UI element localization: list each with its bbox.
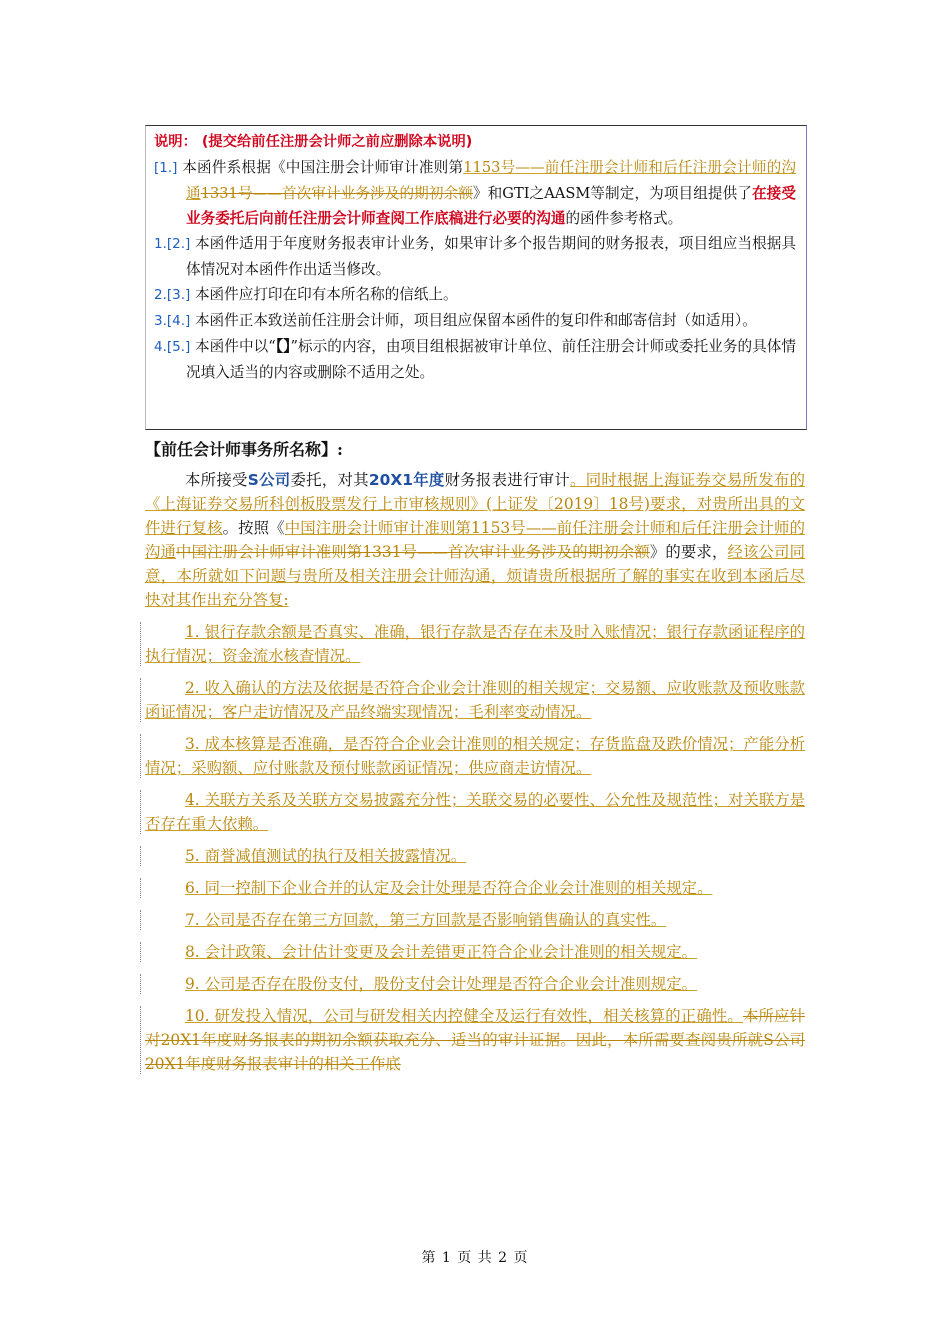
instruction-item-3: 2.[3.] 本函件应打印在印有本所名称的信纸上。 [154,286,458,303]
item-number: 1.[2.] [154,236,191,252]
item-number: 3.[4.] [154,313,191,329]
list-item: 1. 银行存款余额是否真实、准确，银行存款是否存在未及时入账情况；银行存款函证程序的执行情况；资金流水核查情况。 [145,620,805,668]
list-item: 6. 同一控制下企业合并的认定及会计处理是否符合企业会计准则的相关规定。 [145,876,805,900]
company-name: S公司 [247,471,291,489]
page-footer: 第 1 页 共 2 页 [421,1250,529,1266]
deleted-text: 1331号——首次审计业务涉及的期初余额 [200,185,473,202]
instruction-item-4: 3.[4.] 本函件正本致送前任注册会计师，项目组应保留本函件的复印件和邮寄信封（如适用）。 [154,312,757,329]
deleted-text: 中国注册会计师审计准则第1331号——首次审计业务涉及的期初余额 [176,543,650,561]
instructions-box [145,125,807,430]
audit-year: 20X1年度 [368,471,445,489]
deleted-text: 本所应针对20X1年度财务报表的期初余额获取充分、适当的审计证据。因此，本所需要查阅贵所就S公司20X1年度财务报表审计的相关工作底 [145,1007,805,1073]
list-item: 10. 研发投入情况，公司与研发相关内控健全及运行有效性，相关核算的正确性。本所应针对20X1年度财务报表的期初余额获取充分、适当的审计证据。因此，本所需要查阅贵所就S公司20X1年度财务报表审计的相关工作底 [145,1004,805,1076]
list-item: 3. 成本核算是否准确，是否符合企业会计准则的相关规定；存货监盘及跌价情况；产能分析情况；采购额、应付账款及预付账款函证情况；供应商走访情况。 [145,732,805,780]
letter-body [145,468,805,1076]
item-number: 4.[5.] [154,339,191,355]
instructions-title: 说明： (提交给前任注册会计师之前应删除本说明) [154,134,473,150]
inserted-text: 1153号——前任注册会计师和后任注册会计师的沟通 [186,159,796,202]
highlighted-text: 在接受业务委托后向前任注册会计师查阅工作底稿进行必要的沟通 [186,185,796,227]
instruction-item-5: 4.[5.] 本函件中以“【】”标示的内容，由项目组根据被审计单位、前任注册会计师或委托业务的具体情况填入适当的内容或删除不适用之处。 [154,338,797,381]
intro-paragraph: 本所接受S公司委托，对其20X1年度财务报表进行审计。同时根据上海证券交易所发布的《上海证券交易所科创板股票发行上市审核规则》(上证发〔2019〕18号)要求，对贵所出具的文件进行复核。按照《中国注册会计师审计准则第1153号——前任注册会计师和后任注册会计师的沟通中国注册会计师审计准则第1331号——首次审计业务涉及的期初余额》的要求，经该公司同意，本所就如下问题与贵所及相关注册会计师沟通，烦请贵所根据所了解的事实在收到本函后尽快对其作出充分答复: [145,471,805,609]
item-number: [1.] [154,160,178,176]
list-item: 7. 公司是否存在第三方回款，第三方回款是否影响销售确认的真实性。 [145,908,805,932]
inserted-text: 中国注册会计师审计准则第1153号——前任注册会计师和后任注册会计师的沟通 [145,519,805,561]
recipient-heading: 【前任会计师事务所名称】: [145,440,343,459]
list-item: 9. 公司是否存在股份支付，股份支付会计处理是否符合企业会计准则规定。 [145,972,805,996]
inserted-text: 经该公司同意，本所就如下问题与贵所及相关注册会计师沟通，烦请贵所根据所了解的事实在收到本函后尽快对其作出充分答复: [145,543,805,609]
list-item: 2. 收入确认的方法及依据是否符合企业会计准则的相关规定；交易额、应收账款及预收账款函证情况；客户走访情况及产品终端实现情况；毛利率变动情况。 [145,676,805,724]
list-item: 4. 关联方关系及关联方交易披露充分性；关联交易的必要性、公允性及规范性；对关联方是否存在重大依赖。 [145,788,805,836]
item-number: 2.[3.] [154,287,191,303]
inserted-text: 。同时根据上海证券交易所发布的《上海证券交易所科创板股票发行上市审核规则》(上证发〔2019〕18号)要求，对贵所出具的文件进行复核 [145,471,805,537]
instruction-item-2: 1.[2.] 本函件适用于年度财务报表审计业务，如果审计多个报告期间的财务报表，项目组应当根据具体情况对本函件作出适当修改。 [154,235,797,278]
list-item: 5. 商誉减值测试的执行及相关披露情况。 [145,844,805,868]
list-item: 8. 会计政策、会计估计变更及会计差错更正符合企业会计准则的相关规定。 [145,940,805,964]
instruction-item-1: [1.] 本函件系根据《中国注册会计师审计准则第1153号——前任注册会计师和后任注册会计师的沟通1331号——首次审计业务涉及的期初余额》和GTI之AASM等制定，为项目组提供了在接受业务委托后向前任注册会计师查阅工作底稿进行必要的沟通的函件参考格式。 [154,159,796,227]
